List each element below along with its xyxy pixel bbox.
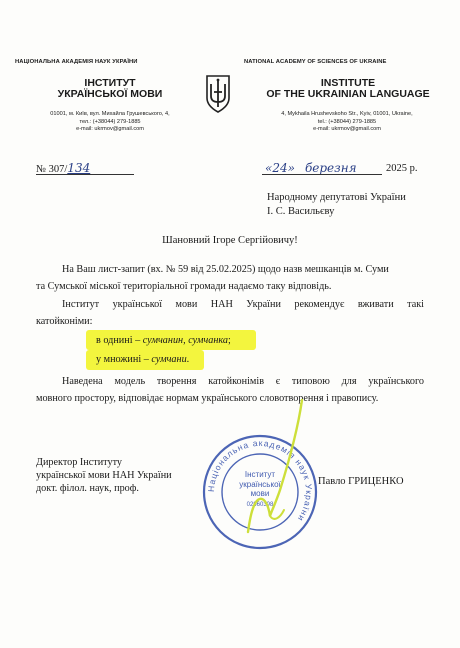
signatory-name: Павло ГРИЦЕНКО <box>318 476 404 487</box>
addressee <box>267 191 406 218</box>
signatory-position-line-1: Директор Інституту <box>36 457 122 468</box>
address-en-street: 4, Mykhaila Hrushevskoho Str., Kyiv, 01001, Ukraine, <box>281 111 413 117</box>
address-ua-email: e-mail: ukrmov@gmail.com <box>76 126 144 132</box>
stamp-center-line-3: мови <box>250 489 270 498</box>
header-title-ua-line-2: УКРАЇНСЬКОЇ МОВИ <box>57 88 163 100</box>
header-org-ua: НАЦІОНАЛЬНА АКАДЕМІЯ НАУК УКРАЇНИ <box>15 59 138 65</box>
stamp-code: 02960398 <box>246 501 274 508</box>
address-en-phone: tel.: (+38044) 279-1885 <box>317 118 377 125</box>
address-en-email: e-mail: ukrmov@gmail.com <box>313 126 381 132</box>
header-org-en: NATIONAL ACADEMY OF SCIENCES OF UKRAINE <box>244 59 387 65</box>
header-title-en-line-2: OF THE UKRAINIAN LANGUAGE <box>266 88 430 100</box>
salutation: Шановний Ігоре Сергійовичу! <box>162 235 298 246</box>
plural-forms-line <box>96 352 189 369</box>
trident-icon <box>203 72 233 114</box>
plural-forms: сумчани <box>151 354 187 365</box>
stamp-ring-text: Національна академія наук України <box>205 437 315 524</box>
date-day: «24» <box>265 161 295 175</box>
signatory-position <box>36 456 172 496</box>
stamp-center-line-1: Інститут <box>244 470 276 479</box>
outgoing-number <box>36 161 90 175</box>
plural-suffix: . <box>186 354 190 365</box>
address-ua-phone: тел.: (+38044) 279-1885 <box>79 118 141 125</box>
singular-forms: сумчанин, сумчанка <box>142 335 229 346</box>
addressee-title: Народному депутатові України <box>267 192 406 203</box>
paragraph-3-line-1: Наведена модель творення катойконімів є типовою для українського <box>62 376 424 387</box>
date-underline <box>262 174 382 175</box>
singular-suffix: ; <box>228 335 231 346</box>
signatory-position-line-3: докт. філол. наук, проф. <box>36 483 139 495</box>
singular-forms-line <box>96 333 231 350</box>
header-address-ua <box>20 111 200 134</box>
number-underline <box>36 174 134 175</box>
paragraph-1-line-1: На Ваш лист-запит (вх. № 59 від 25.02.2025) щодо назв мешканців м. Суми <box>62 264 389 275</box>
date-month: березня <box>304 161 357 175</box>
stamp-center-line-2: української <box>239 479 281 489</box>
signatory-position-line-2: української мови НАН України <box>36 470 172 482</box>
outgoing-number-prefix: № 307/ <box>36 164 68 175</box>
header-title-ua-line-1: ІНСТИТУТ <box>84 77 136 89</box>
outgoing-number-handwritten: 134 <box>67 161 91 175</box>
paragraph-2-line-2: катойконіми: <box>36 316 93 327</box>
header-title-en <box>248 78 448 100</box>
header-title-en-line-1: INSTITUTE <box>320 77 376 89</box>
paragraph-3-line-2: мовного простору, відповідає нормам українського словотворення і правопису. <box>36 393 379 404</box>
header-title-ua <box>20 78 200 100</box>
addressee-name: І. С. Васильєву <box>267 205 335 217</box>
plural-prefix: у множині – <box>96 354 152 365</box>
date-year: 2025 р. <box>386 163 418 174</box>
header-address-en <box>242 111 452 134</box>
address-ua-street: 01001, м. Київ, вул. Михайла Грушевського, 4, <box>50 111 170 117</box>
paragraph-2-line-1: Інститут української мови НАН України рекомендує вживати такі <box>62 299 424 310</box>
paragraph-1-line-2: та Сумської міської територіальної громади надаємо таку відповідь. <box>36 281 332 292</box>
handwritten-signature <box>232 398 322 548</box>
singular-prefix: в однині – <box>96 335 143 346</box>
